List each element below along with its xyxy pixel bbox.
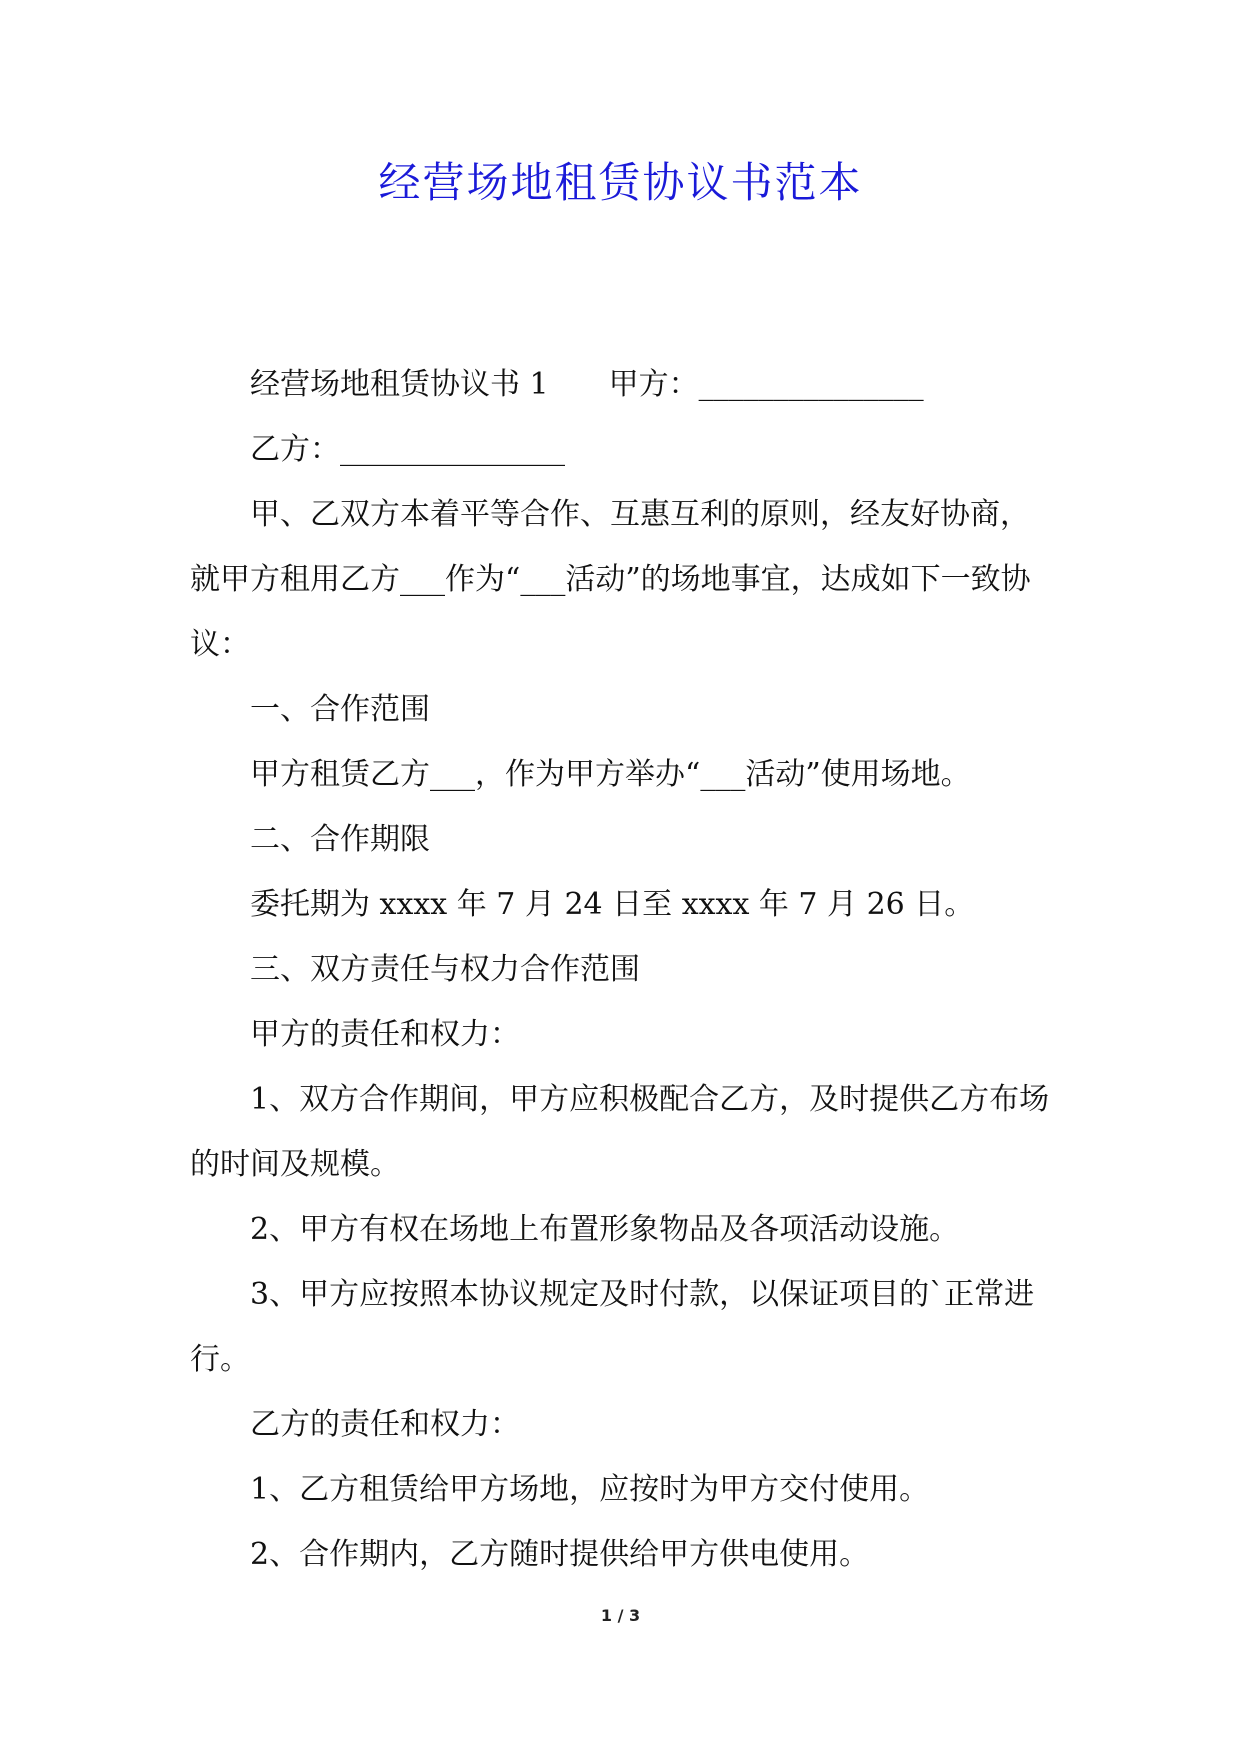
paragraph: 甲、乙双方本着平等合作、互惠互利的原则，经友好协商，就甲方租用乙方___作为“___活动”的场地事宜，达成如下一致协议： bbox=[190, 497, 1031, 662]
paragraph: 委托期为 xxxx 年 7 月 24 日至 xxxx 年 7 月 26 日。 bbox=[250, 887, 975, 922]
subheading: 乙方的责任和权力： bbox=[250, 1407, 520, 1442]
document-title: 经营场地租赁协议书范本 bbox=[378, 158, 863, 207]
list-item: 2、甲方有权在场地上布置形象物品及各项活动设施。 bbox=[250, 1212, 960, 1247]
doc-label: 经营场地租赁协议书 1 bbox=[250, 367, 549, 402]
list-item: 3、甲方应按照本协议规定及时付款，以保证项目的`正常进行。 bbox=[190, 1277, 1035, 1377]
list-item: 1、双方合作期间，甲方应积极配合乙方，及时提供乙方布场的时间及规模。 bbox=[190, 1082, 1050, 1182]
list-item: 1、乙方租赁给甲方场地，应按时为甲方交付使用。 bbox=[250, 1472, 930, 1507]
list-item: 2、合作期内，乙方随时提供给甲方供电使用。 bbox=[250, 1537, 870, 1572]
document-body bbox=[190, 352, 1050, 1587]
page-number: 1 / 3 bbox=[600, 1606, 641, 1625]
section-heading: 一、合作范围 bbox=[250, 692, 430, 727]
subheading: 甲方的责任和权力： bbox=[250, 1017, 520, 1052]
heading-line bbox=[190, 352, 1050, 417]
paragraph: 甲方租赁乙方___，作为甲方举办“___活动”使用场地。 bbox=[250, 757, 971, 792]
section-heading: 二、合作期限 bbox=[250, 822, 430, 857]
party-b-field: 乙方：_______________ bbox=[250, 432, 565, 467]
section-heading: 三、双方责任与权力合作范围 bbox=[250, 952, 640, 987]
party-a-field: 甲方：_______________ bbox=[608, 367, 924, 402]
